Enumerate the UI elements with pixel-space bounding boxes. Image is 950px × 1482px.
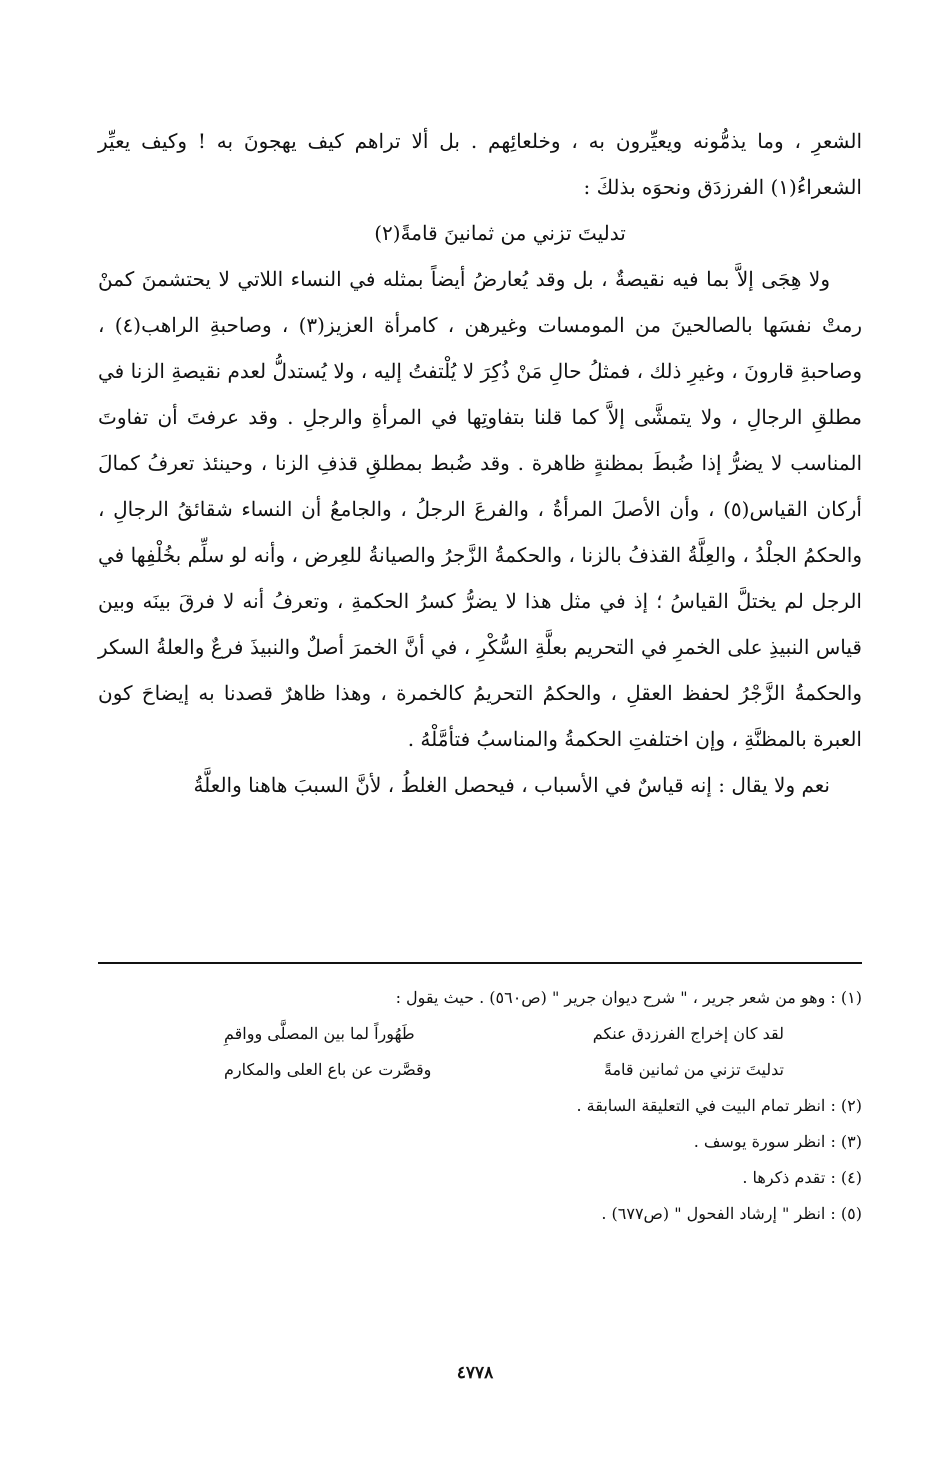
verse-row-2 bbox=[224, 1052, 784, 1088]
footnote-verses bbox=[224, 1016, 784, 1088]
footnote-1: (١) : وهو من شعر جرير ، " شرح ديوان جرير " (ص٥٦٠) . حيث يقول : bbox=[395, 988, 862, 1007]
footnote-3: (٣) : انظر سورة يوسف . bbox=[693, 1132, 862, 1151]
quoted-verse: تدليتَ تزني من ثمانينَ قامةً(٢) bbox=[374, 221, 626, 245]
paragraph-2: ولا هِجَى إلاَّ بما فيه نقيصةٌ ، بل وقد يُعارضُ أيضاً بمثله في النساء اللاتي لا يحتشمنَ كمنْ رمتْ نفسَها بالصالحينَ من المومسات وغيرهن ، كامرأة العزيز(٣) ، وصاحبةِ الراهب(٤) ، وصاحبةِ قارونَ ، وغيرِ ذلك ، فمثلُ حالِ مَنْ ذُكِرَ لا يُلْتفتُ إليه ، ولا يُستدلُّ لعدم نقيصةِ الزنا في مطلقِ الرجالِ ، ولا يتمشَّى إلاَّ كما قلنا بتفاوتِها في المرأةِ والرجلِ . وقد عرفتَ أن تفاوتَ المناسب لا يضرُّ إذا ضُبطَ بمظنةٍ ظاهرة . وقد ضُبط بمطلقِ قذفِ الزنا ، وحينئذ تعرفُ كمالَ أركان القياس(٥) ، وأن الأصلَ المرأةُ ، والفرعَ الرجلُ ، والجامعُ أن النساء شقائقُ الرجالِ ، والحكمُ الجلْدُ ، والعِلَّةُ القذفُ بالزنا ، والحكمةُ الزَّجرُ والصيانةُ للعِرض ، وأنه لو سلِّم بخُلْفِها في الرجل لم يختلَّ القياسُ ؛ إذ في مثل هذا لا يضرُّ كسرُ الحكمةِ ، وتعرفُ أنه لا فرقَ بينَه وبين قياس النبيذِ على الخمرِ في التحريم بعلَّةِ السُّكْرِ ، في أنَّ الخمرَ أصلٌ والنبيذَ فرعٌ والعلةُ السكر والحكمةُ الزَّجْرُ لحفظ العقلِ ، والحكمُ التحريمُ كالخمرة ، وهذا ظاهرٌ قصدنا به إيضاحَ كون العبرة بالمظنَّةِ ، وإن اختلفتِ الحكمةُ والمناسبُ فتأمَّلْهُ . bbox=[98, 267, 862, 751]
verse-1-second-hemistich: طَهُوراً لما بين المصلَّى وواقمِ bbox=[224, 1024, 415, 1043]
paragraph-1: الشعرِ ، وما يذمُّونه ويعيِّرون به ، وخلعائِهم . بل ألا تراهم كيف يهجونَ به ! وكيف يعيِّر الشعراءُ(١) الفرزدَق ونحوَه بذلكَ : bbox=[98, 129, 862, 199]
footnote-5: (٥) : انظر " إرشاد الفحول " (ص٦٧٧) . bbox=[601, 1204, 862, 1223]
footnote-2: (٢) : انظر تمام البيت في التعليقة السابقة . bbox=[576, 1096, 862, 1115]
footnotes bbox=[98, 980, 862, 1232]
main-text bbox=[98, 118, 862, 808]
verse-1-first-hemistich: لقد كان إخراج الفرزدق عنكم bbox=[592, 1024, 784, 1043]
footnote-divider bbox=[98, 962, 862, 964]
footnote-4: (٤) : تقدم ذكرها . bbox=[742, 1168, 862, 1187]
verse-row-1 bbox=[224, 1016, 784, 1052]
verse-2-first-hemistich: تدليتَ تزني من ثمانين قامةً bbox=[603, 1060, 784, 1079]
paragraph-3: نعم ولا يقال : إنه قياسٌ في الأسباب ، فيحصل الغلطُ ، لأنَّ السببَ هاهنا والعلَّةُ bbox=[193, 773, 830, 797]
page-number: ٤٧٧٨ bbox=[456, 1363, 494, 1383]
verse-2-second-hemistich: وقصَّرت عن باع العلى والمكارم bbox=[224, 1060, 432, 1079]
